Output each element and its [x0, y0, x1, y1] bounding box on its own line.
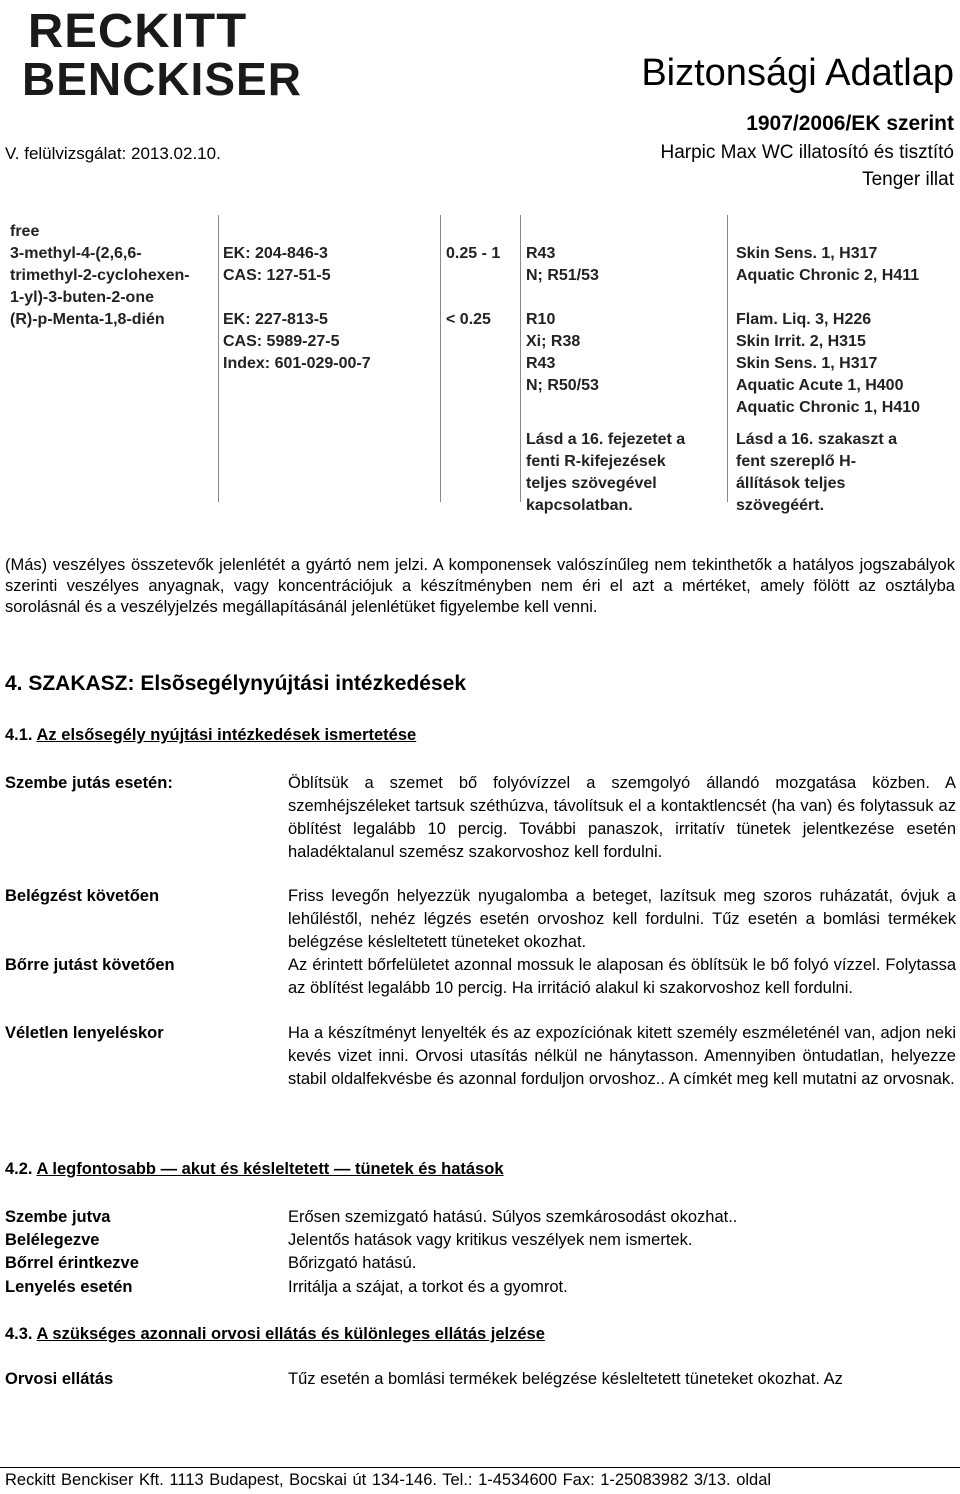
medical-care-label: Orvosi ellátás — [5, 1370, 114, 1388]
subsection-4-3-title: 4.3. A szükséges azonnali orvosi ellátás és különleges ellátás jelzése — [5, 1325, 545, 1343]
table-col-name: free 3-methyl-4-(2,6,6- trimethyl-2-cyclohexen- 1-yl)-3-buten-2-one (R)-p-Menta-1,8-dién — [10, 223, 190, 328]
revision-date: V. felülvizsgálat: 2013.02.10. — [5, 144, 221, 163]
table-col-h-note: Lásd a 16. szakaszt a fent szereplő H- állítások teljes szövegéért. — [736, 431, 897, 514]
first-aid-eye-text: Öblítsük a szemet bő folyóvízzel a szemgolyó állandó mozgatása közben. A szemhéjszéleket tartsuk széthúzva, távolítsuk el a kontaktlencsét (ha van) és folytassuk az öblítést legalább 10 percig. További panaszok, irritatív tünetek jelentkezése esetén haladéktalanul szemész szakorvoshoz kell fordulni. — [288, 774, 956, 861]
first-aid-eye-label: Szembe jutás esetén: — [5, 774, 173, 792]
symptom-ingestion-text: Irritálja a szájat, a torkot és a gyomrot. — [288, 1278, 568, 1296]
page-footer: Reckitt Benckiser Kft. 1113 Budapest, Bocskai út 134-146. Tel.: 1-4534600 Fax: 1-25083982 3/13. oldal — [5, 1471, 772, 1489]
table-col-h-1: Skin Sens. 1, H317 Aquatic Chronic 2, H411 — [736, 245, 920, 284]
symptom-inhalation-text: Jelentős hatások vagy kritikus veszélyek nem ismertek. — [288, 1231, 693, 1249]
medical-care-text: Tűz esetén a bomlási termékek belégzése késleltetett tüneteket okozhat. Az — [288, 1370, 843, 1388]
first-aid-inhalation-text: Friss levegőn helyezzük nyugalomba a beteget, lazítsuk meg szoros ruházatát, óvjuk a lehűléstől, nehéz légzés esetén orvoshoz kell fordulni. Tűz esetén a bomlási termékek belégzése késleltetett tüneteket okozhat. — [288, 887, 956, 951]
subsection-4-1-title: 4.1. Az elsősegély nyújtási intézkedések ismertetése — [5, 726, 417, 744]
composition-table — [5, 215, 955, 514]
company-logo-line2: BENCKISER — [22, 53, 302, 105]
table-col-r-1: R43 N; R51/53 — [526, 245, 599, 284]
table-col-r-note: Lásd a 16. fejezetet a fenti R-kifejezések teljes szövegével kapcsolatban. — [526, 431, 686, 514]
document-title: Biztonsági Adatlap — [641, 52, 954, 94]
footer-rule — [0, 1467, 960, 1468]
product-variant: Tenger illat — [862, 169, 954, 190]
symptom-ingestion-label: Lenyelés esetén — [5, 1278, 133, 1296]
table-col-conc-1: 0.25 - 1 — [446, 245, 501, 262]
section-4-title: 4. SZAKASZ: Elsõsegélynyújtási intézkedések — [5, 672, 466, 695]
table-col-ids-1: EK: 204-846-3 CAS: 127-51-5 — [223, 245, 331, 284]
company-logo-line1: RECKITT — [27, 5, 248, 58]
first-aid-skin-text: Az érintett bőrfelületet azonnal mossuk le alaposan és öblítsük le bő folyó vízzel. Folytassa az öblítést legalább 10 percig. Ha irritáció alakul ki szakorvoshoz kell fordulni. — [288, 956, 956, 997]
table-col-h-2: Flam. Liq. 3, H226 Skin Irrit. 2, H315 Skin Sens. 1, H317 Aquatic Acute 1, H400 Aquatic Chronic 1, H410 — [736, 311, 921, 416]
first-aid-inhalation-label: Belégzést követően — [5, 887, 160, 905]
table-col-conc-2: < 0.25 — [446, 311, 491, 328]
first-aid-ingestion-text: Ha a készítményt lenyelték és az expozíciónak kitett személy eszméleténél van, adjon neki kevés vizet inni. Orvosi utasítás nélkül ne hánytasson. Amennyiben öntudatlan, helyezze stabil oldalfekvésbe és azonnal forduljon orvoshoz.. A címkét meg kell mutatni az orvosnak. — [288, 1024, 956, 1088]
regulation: 1907/2006/EK szerint — [746, 112, 954, 135]
symptom-inhalation-label: Belélegezve — [5, 1231, 100, 1249]
hazard-note-paragraph: (Más) veszélyes összetevők jelenlétét a gyártó nem jelzi. A komponensek valószínűleg nem tekinthetők a hatályos jogszabályok szerinti veszélyes anyagnak, vagy koncentrációjuk a készítményben nem éri el azt a mértéket, amely fölött az osztályba sorolásnál és a veszélyjelzés megállapításánál jelenlétüket figyelembe kell venni. — [5, 556, 955, 616]
symptom-skin-text: Bőrizgató hatású. — [288, 1254, 417, 1272]
product-name: Harpic Max WC illatosító és tisztító — [660, 142, 954, 163]
first-aid-ingestion-label: Véletlen lenyeléskor — [5, 1024, 164, 1042]
subsection-4-2-title: 4.2. A legfontosabb — akut és késleltetett — tünetek és hatások — [5, 1160, 504, 1178]
table-col-r-2: R10 Xi; R38 R43 N; R50/53 — [526, 311, 599, 394]
first-aid-skin-label: Bőrre jutást követően — [5, 956, 175, 974]
table-col-ids-2: EK: 227-813-5 CAS: 5989-27-5 Index: 601-029-00-7 — [223, 311, 371, 372]
symptom-skin-label: Bőrrel érintkezve — [5, 1254, 139, 1272]
symptom-eye-label: Szembe jutva — [5, 1208, 111, 1226]
symptom-eye-text: Erősen szemizgató hatású. Súlyos szemkárosodást okozhat.. — [288, 1208, 738, 1226]
